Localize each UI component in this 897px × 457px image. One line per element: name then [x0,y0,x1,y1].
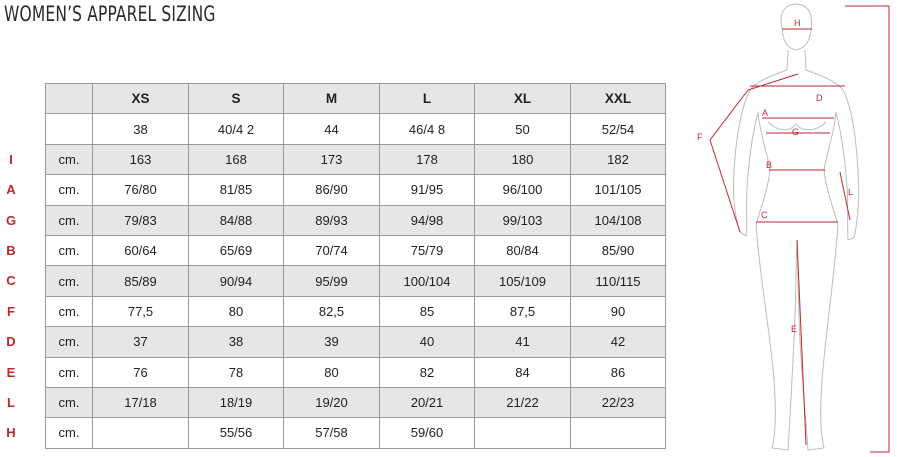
table-cell: 101/105 [571,175,666,205]
measurement-letter: D [6,334,16,350]
table-cell: 90 [571,296,666,326]
unit-cell: cm. [46,266,93,296]
measurement-letter: B [6,243,16,258]
table-cell: 38 [189,327,284,357]
unit-cell: cm. [46,235,93,265]
table-cell: 105/109 [475,266,571,296]
table-row [46,144,666,174]
table-cell [93,418,189,448]
header-corner [46,84,93,114]
table-header-row [46,84,666,114]
table-cell: 84 [475,357,571,387]
label-e: E [791,324,798,334]
unit-cell: cm. [46,357,93,387]
table-cell [571,418,666,448]
table-cell: 76 [93,357,189,387]
label-d: D [816,93,823,103]
table-cell: 40/4 2 [189,114,284,144]
measurement-letter: H [6,425,16,441]
table-cell: 85 [380,296,475,326]
table-cell: 96/100 [475,175,571,205]
label-h: H [794,18,801,28]
label-c: C [761,210,768,220]
size-table [45,83,666,449]
table-cell: 173 [284,144,380,174]
unit-cell: cm. [46,144,93,174]
table-cell: 90/94 [189,266,284,296]
table-cell: 94/98 [380,205,475,235]
table-cell: 80 [189,296,284,326]
measurement-letter: E [6,364,16,380]
table-cell: 38 [93,114,189,144]
table-cell: 21/22 [475,387,571,417]
header-size: XXL [571,84,666,114]
label-b: B [766,160,773,170]
table-cell: 99/103 [475,205,571,235]
table-cell: 19/20 [284,387,380,417]
table-cell: 95/99 [284,266,380,296]
unit-cell: cm. [46,387,93,417]
table-cell: 85/90 [571,235,666,265]
measurement-letter: I [9,151,13,167]
table-cell: 168 [189,144,284,174]
table-row [46,357,666,387]
measurement-letter: F [7,303,15,319]
table-row [46,418,666,448]
table-row [46,205,666,235]
table-cell: 65/69 [189,235,284,265]
header-size: XL [475,84,571,114]
table-cell: 180 [475,144,571,174]
measurement-letter: L [7,395,15,410]
table-row [46,175,666,205]
table-cell: 78 [189,357,284,387]
page-title: WOMEN’S APPAREL SIZING [4,2,216,26]
unit-cell: cm. [46,205,93,235]
table-cell: 178 [380,144,475,174]
table-cell: 85/89 [93,266,189,296]
table-cell: 59/60 [380,418,475,448]
table-cell: 80/84 [475,235,571,265]
table-cell: 75/79 [380,235,475,265]
table-cell: 18/19 [189,387,284,417]
table-cell: 22/23 [571,387,666,417]
table-cell: 84/88 [189,205,284,235]
table-cell: 39 [284,327,380,357]
table-cell: 50 [475,114,571,144]
table-cell: 55/56 [189,418,284,448]
table-row [46,235,666,265]
table-cell: 42 [571,327,666,357]
table-row [46,296,666,326]
table-cell: 57/58 [284,418,380,448]
table-row [46,266,666,296]
table-cell: 20/21 [380,387,475,417]
table-cell [475,418,571,448]
unit-cell: cm. [46,296,93,326]
label-g: G [792,127,800,137]
measurement-letter: A [6,182,16,198]
table-cell: 89/93 [284,205,380,235]
table-cell: 52/54 [571,114,666,144]
table-cell: 82 [380,357,475,387]
table-cell: 79/83 [93,205,189,235]
table-cell: 86/90 [284,175,380,205]
body-figure [690,0,897,457]
table-cell: 87,5 [475,296,571,326]
table-cell: 81/85 [189,175,284,205]
table-cell: 70/74 [284,235,380,265]
table-cell: 110/115 [571,266,666,296]
table-cell: 17/18 [93,387,189,417]
label-f: F [697,132,703,142]
table-cell: 91/95 [380,175,475,205]
table-row [46,114,666,144]
table-cell: 46/4 8 [380,114,475,144]
table-cell: 44 [284,114,380,144]
table-row [46,387,666,417]
table-cell: 60/64 [93,235,189,265]
table-cell: 182 [571,144,666,174]
measurement-letter: G [5,212,17,228]
table-cell: 82,5 [284,296,380,326]
table-cell: 37 [93,327,189,357]
measurement-letter: C [6,273,16,289]
header-size: XS [93,84,189,114]
table-cell: 100/104 [380,266,475,296]
table-cell: 76/80 [93,175,189,205]
unit-cell: cm. [46,175,93,205]
unit-cell: cm. [46,327,93,357]
table-cell: 80 [284,357,380,387]
table-cell: 104/108 [571,205,666,235]
table-cell: 77,5 [93,296,189,326]
unit-cell: cm. [46,418,93,448]
unit-cell [46,114,93,144]
table-row [46,327,666,357]
label-a: A [762,108,769,118]
table-cell: 86 [571,357,666,387]
table-cell: 40 [380,327,475,357]
table-cell: 163 [93,144,189,174]
label-l: L [848,187,854,197]
table-cell: 41 [475,327,571,357]
header-size: M [284,84,380,114]
header-size: L [380,84,475,114]
header-size: S [189,84,284,114]
